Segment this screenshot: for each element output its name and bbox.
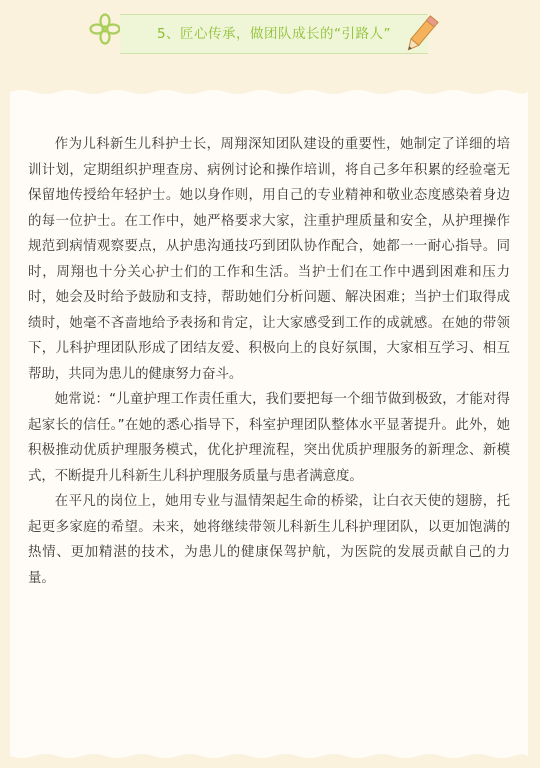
card-torn-edge-top <box>10 88 528 98</box>
title-banner <box>120 14 428 54</box>
pencil-icon <box>400 14 440 58</box>
article-paragraph-1: 作为儿科新生儿科护士长，周翔深知团队建设的重要性，她制定了详细的培训计划，定期组织护理查房、病例讨论和操作培训，将自己多年积累的经验毫无保留地传授给年轻护士。她以身作则，用自己的专业精神和敬业态度感染着身边的每一位护士。在工作中，她严格要求大家，注重护理质量和安全，从护理操作规范到病情观察要点，从护患沟通技巧到团队协作配合，她都一一耐心指导。同时，周翔也十分关心护士们的工作和生活。当护士们在工作中遇到困难和压力时，她会及时给予鼓励和支持，帮助她们分析问题、解决困难；当护士们取得成绩时，她毫不吝啬地给予表扬和肯定，让大家感受到工作的成就感。在她的带领下，儿科护理团队形成了团结友爱、积极向上的良好氛围，大家相互学习、相互帮助，共同为患儿的健康努力奋斗。 <box>28 137 510 382</box>
card-torn-edge-bottom <box>10 750 528 760</box>
section-header <box>0 0 540 75</box>
article-card <box>10 98 528 750</box>
article-paragraph-2: 她常说：“儿童护理工作责任重大，我们要把每一个细节做到极致，才能对得起家长的信任。”在她的悉心指导下，科室护理团队整体水平显著提升。此外，她积极推动优质护理服务模式，优化护理流程，突出优质护理服务的新理念、新模式，不断提升儿科新生儿科护理服务质量与患者满意度。 <box>28 392 510 484</box>
flower-doodle-icon <box>88 12 122 46</box>
section-title: 5、匠心传承，做团队成长的“引路人” <box>156 26 392 42</box>
article-paragraph-3: 在平凡的岗位上，她用专业与温情架起生命的桥梁，让白衣天使的翅膀，托起更多家庭的希望。未来，她将继续带领儿科新生儿科护理团队，以更加饱满的热情、更加精湛的技术，为患儿的健康保驾护航，为医院的发展贡献自己的力量。 <box>28 494 510 586</box>
article-body <box>28 132 510 591</box>
